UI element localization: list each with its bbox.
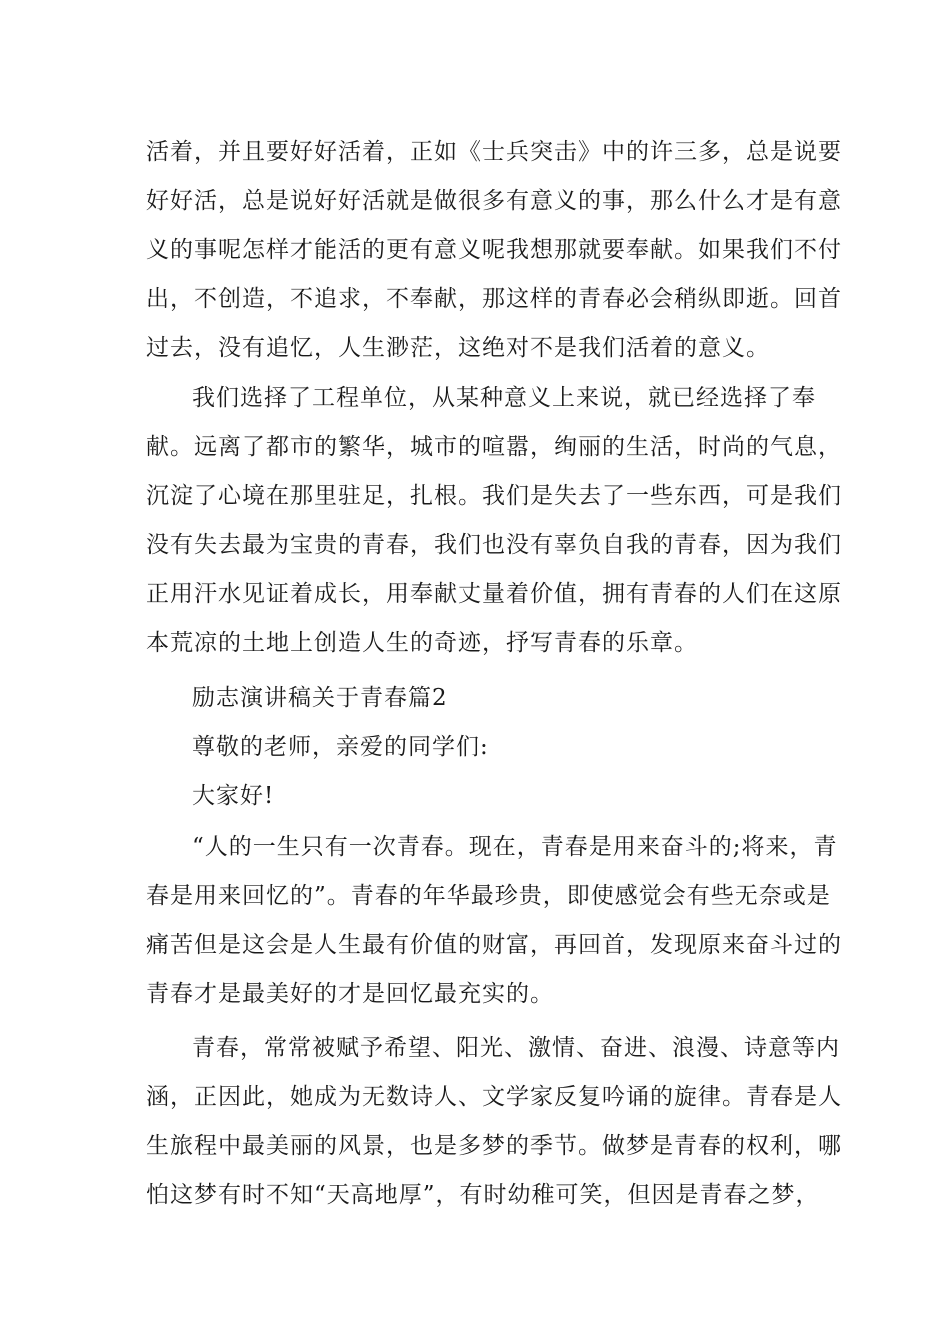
paragraph-line: 怕这梦有时不知“天高地厚”，有时幼稚可笑，但因是青春之梦， [146,1182,820,1208]
paragraph-line: 义的事呢怎样才能活的更有意义呢我想那就要奉献。如果我们不付 [146,237,842,263]
paragraph-line: “人的一生只有一次青春。现在，青春是用来奋斗的;将来，青 [192,834,838,860]
paragraph-line: 没有失去最为宝贵的青春，我们也没有辜负自我的青春，因为我们 [146,532,842,558]
paragraph-line: 献。远离了都市的繁华，城市的喧嚣，绚丽的生活，时尚的气息， [146,434,842,460]
paragraph-line: 好好活，总是说好好活就是做很多有意义的事，那么什么才是有意 [146,188,842,214]
paragraph-line: 活着，并且要好好活着，正如《士兵突击》中的许三多，总是说要 [146,139,842,165]
paragraph-line: 过去，没有追忆，人生渺茫，这绝对不是我们活着的意义。 [146,335,770,361]
paragraph-line: 春是用来回忆的”。青春的年华最珍贵，即使感觉会有些无奈或是 [146,883,831,909]
paragraph-line: 正用汗水见证着成长，用奉献丈量着价值，拥有青春的人们在这原 [146,581,842,607]
salutation: 尊敬的老师，亲爱的同学们: [192,734,489,760]
paragraph-line: 出，不创造，不追求，不奉献，那这样的青春必会稍纵即逝。回首 [146,286,842,312]
paragraph-line: 沉淀了心境在那里驻足，扎根。我们是失去了一些东西，可是我们 [146,483,842,509]
paragraph-line: 痛苦但是这会是人生最有价值的财富，再回首，发现原来奋斗过的 [146,932,842,958]
paragraph-line: 涵，正因此，她成为无数诗人、文学家反复吟诵的旋律。青春是人 [146,1084,842,1110]
paragraph-line: 青春，常常被赋予希望、阳光、激情、奋进、浪漫、诗意等内 [192,1035,840,1061]
section-heading: 励志演讲稿关于青春篇2 [192,685,448,711]
paragraph-line: 我们选择了工程单位，从某种意义上来说，就已经选择了奉 [192,385,816,411]
greeting: 大家好! [192,783,275,809]
paragraph-line: 青春才是最美好的才是回忆最充实的。 [146,981,554,1007]
paragraph-line: 生旅程中最美丽的风景，也是多梦的季节。做梦是青春的权利，哪 [146,1133,842,1159]
paragraph-line: 本荒凉的土地上创造人生的奇迹，抒写青春的乐章。 [146,630,698,656]
